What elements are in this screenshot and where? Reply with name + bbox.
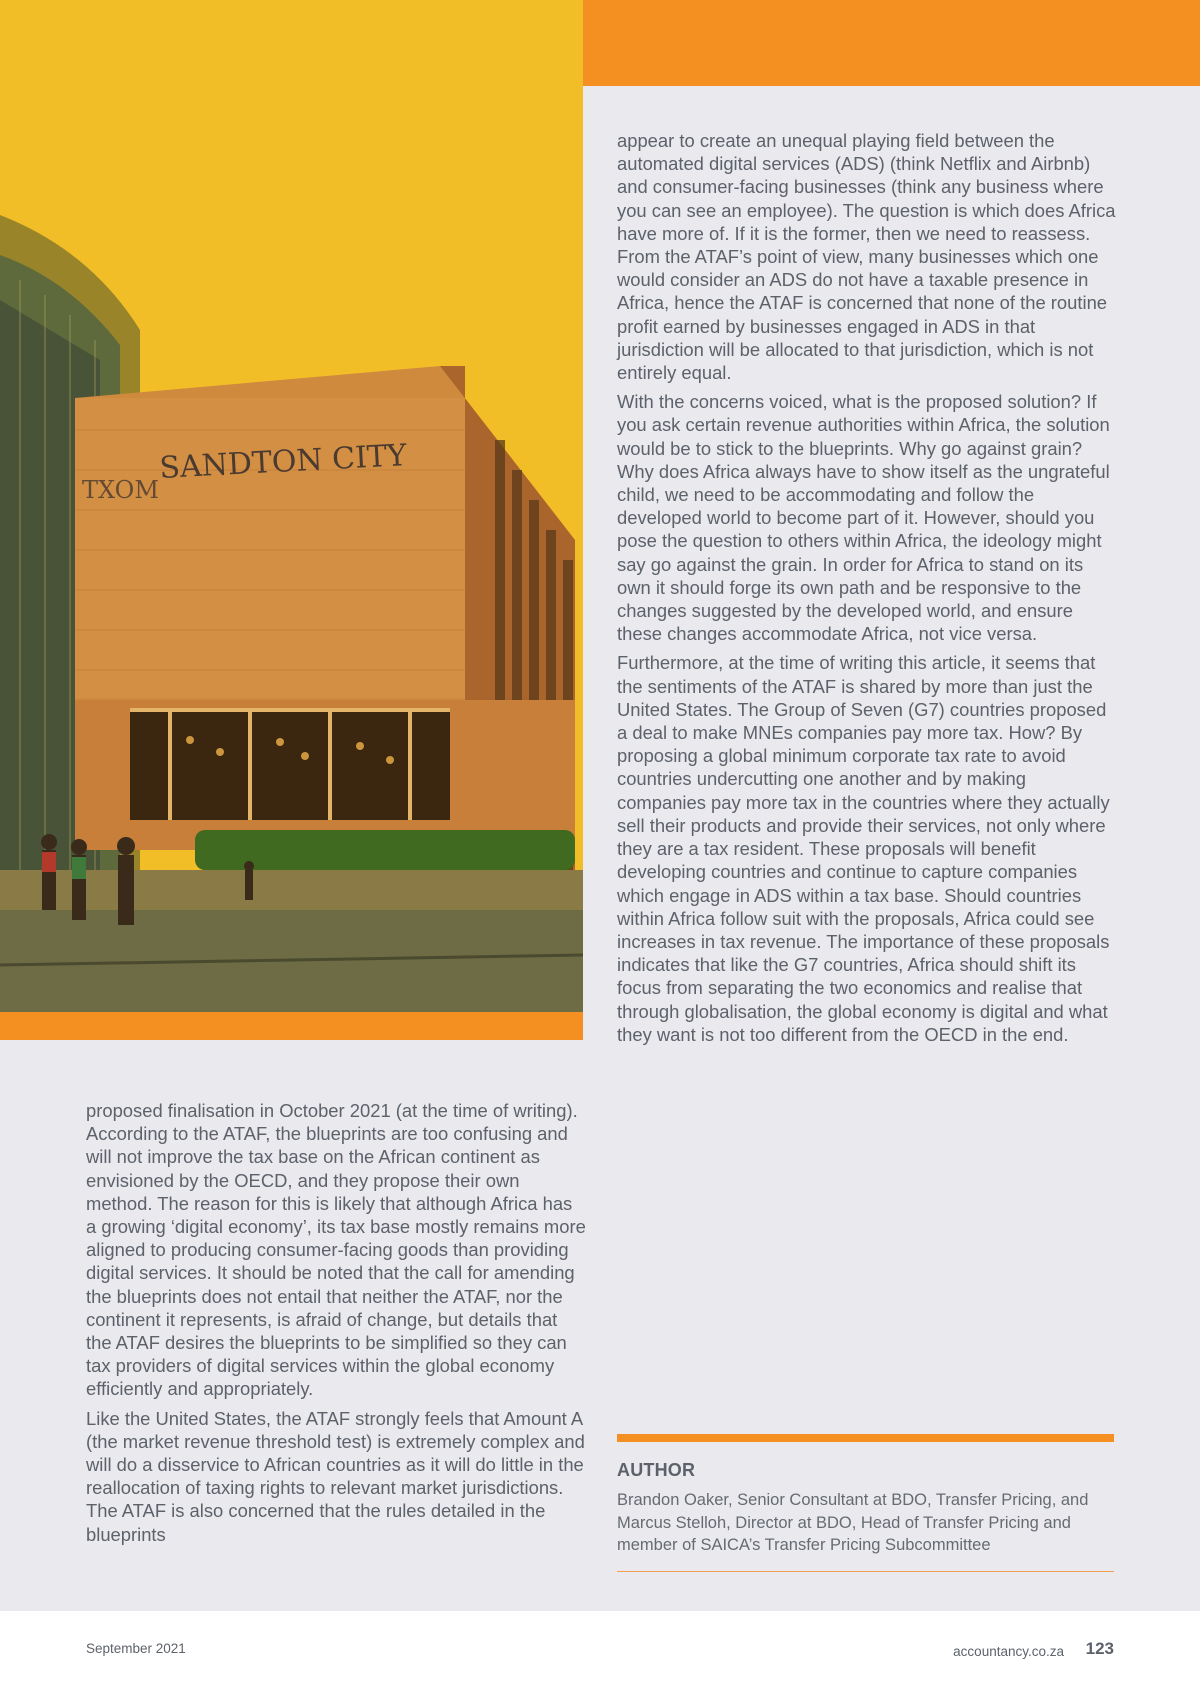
left-paragraph-1: proposed finalisation in October 2021 (at the time of writing). According to the ATAF, the blueprints are too confusing and will not improve the tax base on the African continent as envisioned by the OECD, and they propose their own method. The reason for this is likely that although Africa has a growing ‘digital economy’, its tax base mostly remains more aligned to producing consumer-facing goods than providing digital services. It should be noted that the call for amending the blueprints does not entail that neither the ATAF, nor the continent it represents, is afraid of change, but details that the ATAF desires the blueprints to be simplified so they can tax providers of digital services within the global economy efficiently and appropriately. [86,1100,586,1400]
right-paragraph-2: With the concerns voiced, what is the proposed solution? If you ask certain revenue authorities within Africa, the solution would be to stick to the blueprints. Why go against grain? Why does Africa always have to show itself as the ungrateful child, we need to be accommodating and follow the developed world to become part of it. However, should you pose the question to others within Africa, the ideology might say go against the grain. In order for Africa to stand on its own it should forge its own path and be responsive to the changes suggested by the developed world, and ensure these changes accommodate Africa, not vice versa. [617,391,1110,645]
photo-accent-bar [0,1012,583,1040]
footer-site-link[interactable]: accountancy.co.za [953,1644,1064,1659]
author-bottom-rule [617,1571,1114,1573]
top-accent-bar [583,0,1200,86]
right-text-column [617,129,1117,1052]
hero-photo [0,0,583,1040]
left-paragraph-2: Like the United States, the ATAF strongly feels that Amount A (the market revenue threshold test) is extremely complex and will do a disservice to African countries as it will do little in the reallocation of taxing rights to relevant market jurisdictions. The ATAF is also concerned that the rules detailed in the blueprints [86,1407,585,1545]
sandton-city-illustration [0,0,583,1040]
left-text-column [86,1099,586,1552]
footer-date: September 2021 [86,1641,186,1656]
author-box [617,1434,1114,1572]
author-top-rule [617,1434,1114,1442]
sign-side-text: TXOM [82,476,159,504]
right-paragraph-1: appear to create an unequal playing field between the automated digital services (ADS) (think Netflix and Airbnb) and consumer-facing businesses (think any business where you can see an employee). The question is which does Africa have more of. If it is the former, then we need to reassess. From the ATAF’s point of view, many businesses which one would consider an ADS do not have a taxable presence in Africa, hence the ATAF is concerned that none of the routine profit earned by businesses engaged in ADS in that jurisdiction will be allocated to that jurisdiction, which is not entirely equal. [617,130,1116,384]
sign-text: SANDTON CITY [158,438,408,486]
author-heading: AUTHOR [617,1460,696,1480]
author-text: Brandon Oaker, Senior Consultant at BDO, Transfer Pricing, and Marcus Stelloh, Director at BDO, Head of Transfer Pricing and member of SAICA’s Transfer Pricing Subcommittee [617,1491,1089,1554]
right-paragraph-3: Furthermore, at the time of writing this article, it seems that the sentiments of the ATAF is shared by more than just the United States. The Group of Seven (G7) countries proposed a deal to make MNEs companies pay more tax. How? By proposing a global minimum corporate tax rate to avoid countries undercutting one another and by making companies pay more tax in the countries where they actually sell their products and provide their services, not only where they are a tax resident. These proposals will benefit developing countries and continue to capture companies which engage in ADS within a tax base. Should countries within Africa follow suit with the proposals, Africa could see increases in tax revenue. The importance of these proposals indicates that like the G7 countries, Africa should shift its focus from separating the two economics and realise that through globalisation, the global economy is digital and what they want is not too different from the OECD in the end. [617,652,1110,1045]
page-footer [0,1611,1200,1696]
page-number: 123 [1085,1639,1114,1658]
